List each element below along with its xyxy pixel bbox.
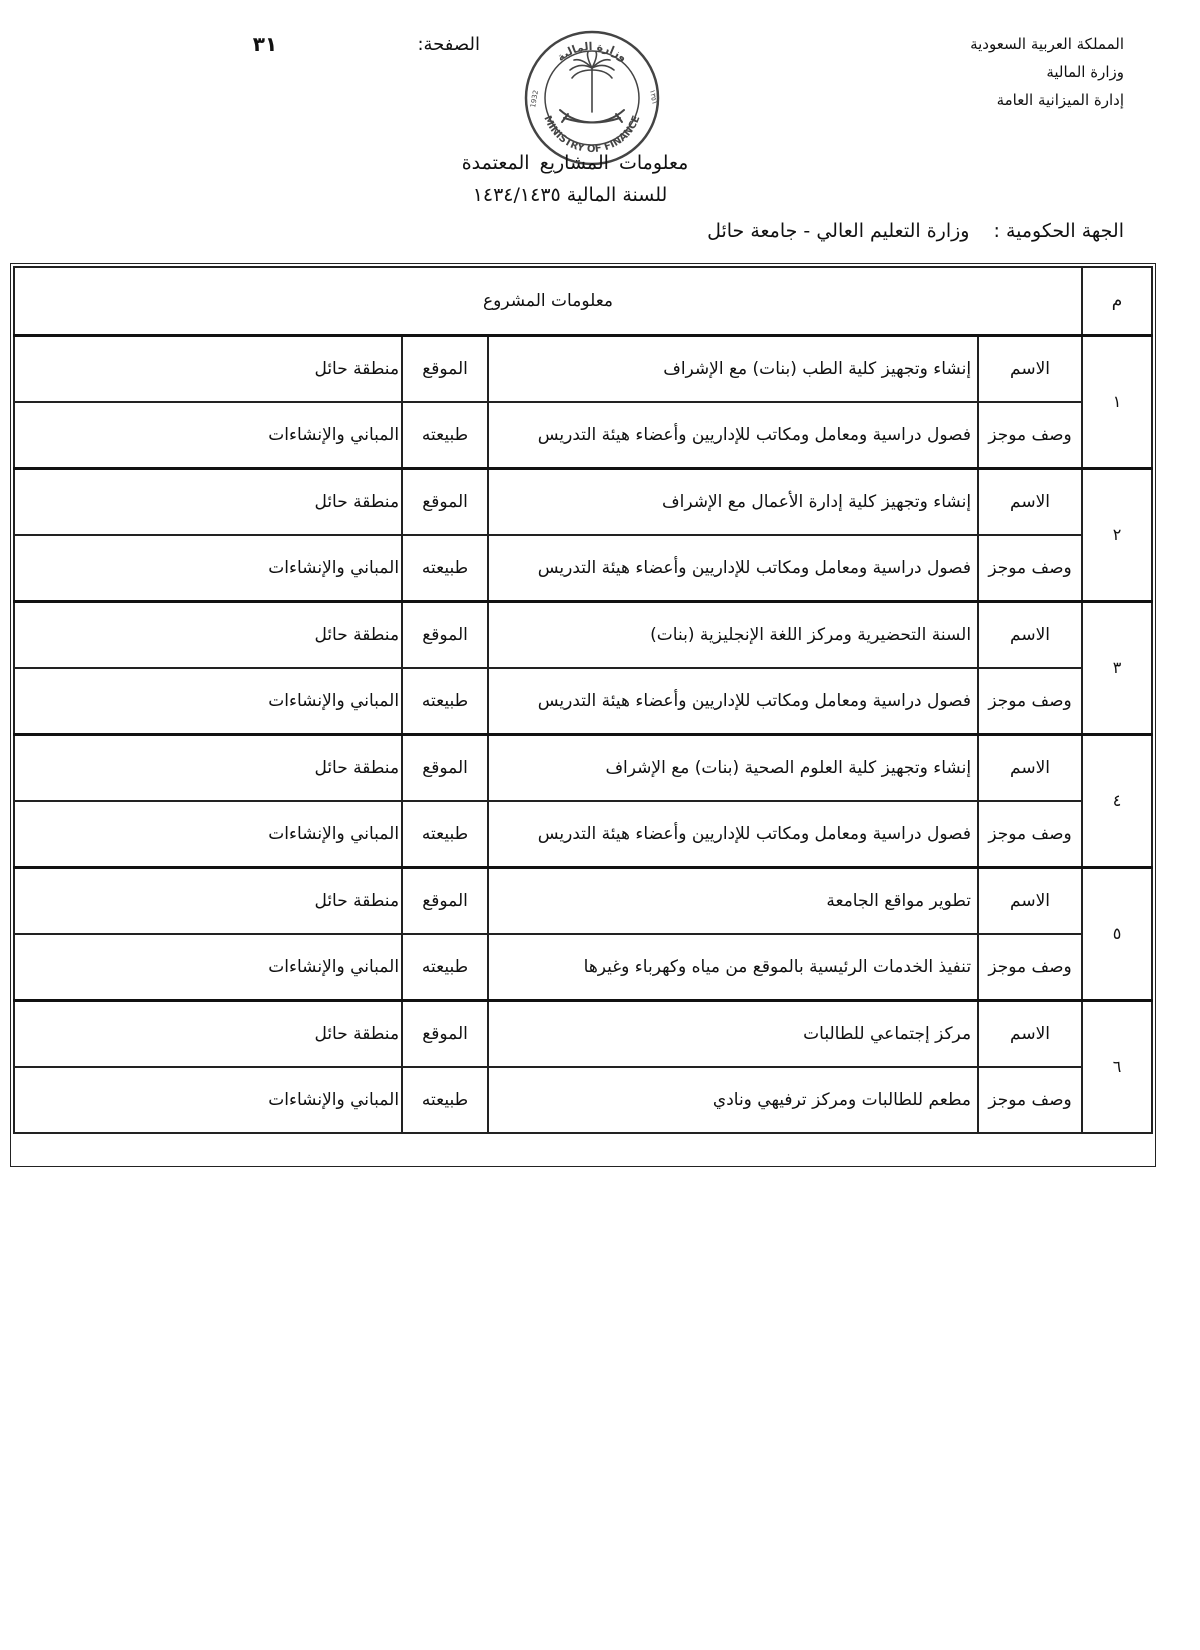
nature-label: طبيعته — [402, 535, 488, 602]
table-header-row — [14, 267, 1152, 336]
project-name: إنشاء وتجهيز كلية الطب (بنات) مع الإشراف — [488, 336, 978, 403]
project-description-row — [14, 668, 1152, 735]
project-name: إنشاء وتجهيز كلية العلوم الصحية (بنات) مع الإشراف — [488, 735, 978, 802]
project-nature: المباني والإنشاءات — [14, 668, 402, 735]
name-label: الاسم — [978, 469, 1082, 536]
government-entity — [484, 220, 1124, 242]
header-number: م — [1082, 267, 1152, 336]
project-description-row — [14, 535, 1152, 602]
organization-block — [864, 30, 1124, 114]
project-description-row — [14, 801, 1152, 868]
project-description: تنفيذ الخدمات الرئيسية بالموقع من مياه وكهرباء وغيرها — [488, 934, 978, 1001]
nature-label: طبيعته — [402, 668, 488, 735]
description-label: وصف موجز — [978, 934, 1082, 1001]
description-label: وصف موجز — [978, 402, 1082, 469]
project-location: منطقة حائل — [14, 602, 402, 669]
location-label: الموقع — [402, 868, 488, 935]
project-nature: المباني والإنشاءات — [14, 535, 402, 602]
org-line-kingdom: المملكة العربية السعودية — [970, 35, 1124, 53]
project-name-row — [14, 868, 1152, 935]
project-location: منطقة حائل — [14, 868, 402, 935]
entity-label: الجهة الحكومية : — [993, 220, 1124, 242]
project-number: ٣ — [1082, 602, 1152, 735]
ministry-of-finance-seal-icon — [522, 28, 662, 168]
description-label: وصف موجز — [978, 535, 1082, 602]
project-name-row — [14, 336, 1152, 403]
project-number: ٦ — [1082, 1001, 1152, 1134]
project-description: فصول دراسية ومعامل ومكاتب للإداريين وأعضاء هيئة التدريس — [488, 668, 978, 735]
org-line-department: إدارة الميزانية العامة — [996, 91, 1124, 109]
org-line-ministry: وزارة المالية — [1046, 63, 1124, 81]
document-title: معلومات المشاريع المعتمدة — [461, 152, 689, 174]
project-name-row — [14, 469, 1152, 536]
location-label: الموقع — [402, 336, 488, 403]
project-description-row — [14, 934, 1152, 1001]
page-number: ٣١ — [252, 32, 278, 56]
seal-year-right: ١٣٥١ — [648, 88, 659, 106]
description-label: وصف موجز — [978, 668, 1082, 735]
nature-label: طبيعته — [402, 1067, 488, 1133]
nature-label: طبيعته — [402, 934, 488, 1001]
seal-text-bottom: MINISTRY OF FINANCE — [541, 114, 643, 156]
project-nature: المباني والإنشاءات — [14, 1067, 402, 1133]
project-description: فصول دراسية ومعامل ومكاتب للإداريين وأعضاء هيئة التدريس — [488, 535, 978, 602]
nature-label: طبيعته — [402, 402, 488, 469]
header-project-info: معلومات المشروع — [14, 267, 1082, 336]
description-label: وصف موجز — [978, 801, 1082, 868]
location-label: الموقع — [402, 602, 488, 669]
project-description: فصول دراسية ومعامل ومكاتب للإداريين وأعضاء هيئة التدريس — [488, 801, 978, 868]
name-label: الاسم — [978, 1001, 1082, 1068]
project-location: منطقة حائل — [14, 336, 402, 403]
project-number: ٤ — [1082, 735, 1152, 868]
projects-table — [13, 266, 1153, 1134]
description-label: وصف موجز — [978, 1067, 1082, 1133]
name-label: الاسم — [978, 735, 1082, 802]
project-description: فصول دراسية ومعامل ومكاتب للإداريين وأعضاء هيئة التدريس — [488, 402, 978, 469]
project-name-row — [14, 602, 1152, 669]
project-name: تطوير مواقع الجامعة — [488, 868, 978, 935]
project-location: منطقة حائل — [14, 469, 402, 536]
project-name-row — [14, 735, 1152, 802]
entity-value: وزارة التعليم العالي - جامعة حائل — [707, 220, 970, 242]
project-number: ١ — [1082, 336, 1152, 469]
project-number: ٢ — [1082, 469, 1152, 602]
seal-year-left: 1932 — [529, 89, 541, 109]
location-label: الموقع — [402, 735, 488, 802]
project-nature: المباني والإنشاءات — [14, 801, 402, 868]
location-label: الموقع — [402, 1001, 488, 1068]
project-nature: المباني والإنشاءات — [14, 934, 402, 1001]
page-label: الصفحة: — [417, 34, 480, 55]
project-number: ٥ — [1082, 868, 1152, 1001]
name-label: الاسم — [978, 602, 1082, 669]
project-name-row — [14, 1001, 1152, 1068]
project-name: السنة التحضيرية ومركز اللغة الإنجليزية (بنات) — [488, 602, 978, 669]
project-name: إنشاء وتجهيز كلية إدارة الأعمال مع الإشراف — [488, 469, 978, 536]
project-description-row — [14, 402, 1152, 469]
project-name: مركز إجتماعي للطالبات — [488, 1001, 978, 1068]
project-nature: المباني والإنشاءات — [14, 402, 402, 469]
project-location: منطقة حائل — [14, 1001, 402, 1068]
project-location: منطقة حائل — [14, 735, 402, 802]
location-label: الموقع — [402, 469, 488, 536]
svg-text:MINISTRY OF FINANCE — [541, 114, 642, 155]
project-description-row — [14, 1067, 1152, 1133]
fiscal-year-subtitle: للسنة المالية ١٤٣٤/١٤٣٥ — [472, 184, 668, 206]
project-description: مطعم للطالبات ومركز ترفيهي ونادي — [488, 1067, 978, 1133]
nature-label: طبيعته — [402, 801, 488, 868]
seal-text-top: وزارة المالية — [554, 39, 630, 65]
name-label: الاسم — [978, 868, 1082, 935]
svg-text:وزارة المالية — [555, 40, 630, 64]
name-label: الاسم — [978, 336, 1082, 403]
